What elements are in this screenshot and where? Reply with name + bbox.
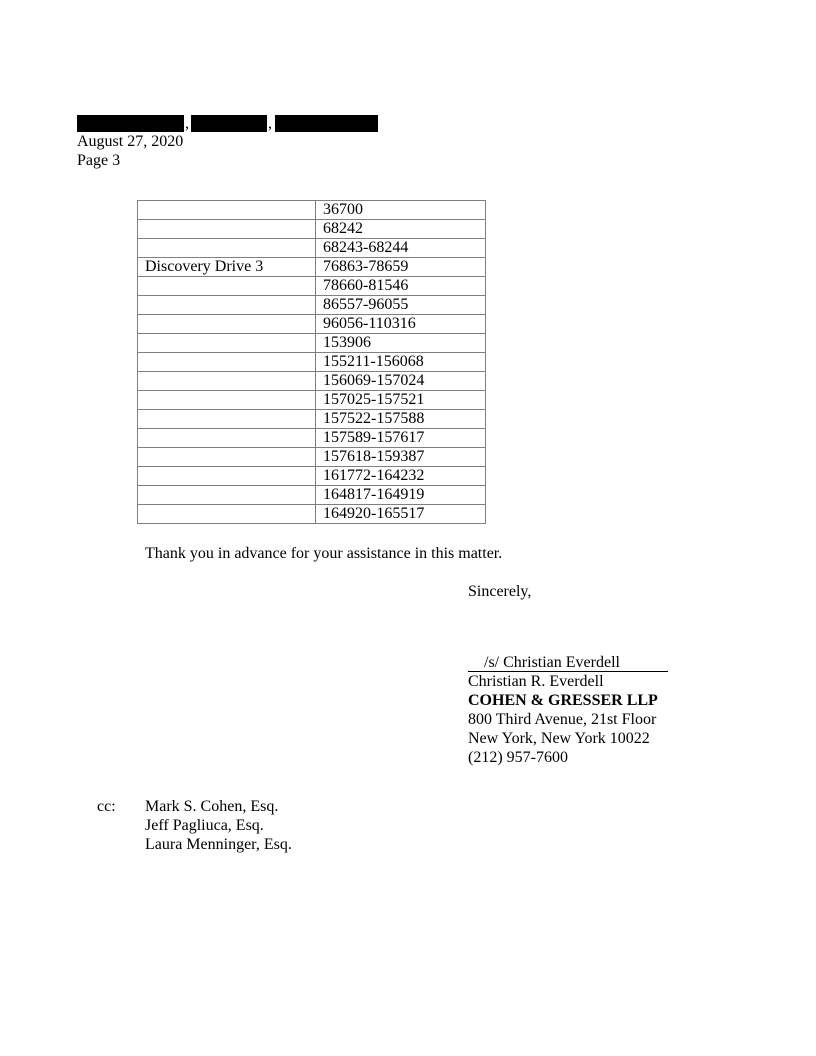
table-row [138, 448, 486, 467]
row-label-cell [138, 486, 316, 505]
table-row [138, 258, 486, 277]
bates-range-cell: 68242 [316, 220, 486, 239]
table-row [138, 353, 486, 372]
row-label-cell [138, 277, 316, 296]
table-row [138, 486, 486, 505]
bates-range-cell: 161772-164232 [316, 467, 486, 486]
signer-name: Christian R. Everdell [468, 673, 604, 690]
bates-range-cell: 164817-164919 [316, 486, 486, 505]
bates-range-cell: 78660-81546 [316, 277, 486, 296]
bates-range-cell: 96056-110316 [316, 315, 486, 334]
cc-recipient: Mark S. Cohen, Esq. [145, 798, 279, 815]
redaction-bar-3 [275, 115, 378, 132]
row-label-cell [138, 353, 316, 372]
row-label-cell [138, 410, 316, 429]
firm-name: COHEN & GRESSER LLP [468, 692, 658, 709]
bates-range-cell: 157522-157588 [316, 410, 486, 429]
table-row [138, 201, 486, 220]
bates-range-cell: 68243-68244 [316, 239, 486, 258]
bates-range-table [137, 200, 486, 524]
firm-phone: (212) 957-7600 [468, 749, 568, 766]
redaction-bar-1 [77, 115, 184, 132]
table-row [138, 429, 486, 448]
page-number: Page 3 [77, 152, 121, 169]
cc-recipient: Laura Menninger, Esq. [145, 836, 292, 853]
bates-range-cell: 157589-157617 [316, 429, 486, 448]
table-row [138, 391, 486, 410]
signature-block [468, 653, 668, 767]
table-row [138, 315, 486, 334]
row-label-cell [138, 315, 316, 334]
cc-recipient: Jeff Pagliuca, Esq. [145, 817, 264, 834]
row-label-cell [138, 296, 316, 315]
bates-range-cell: 36700 [316, 201, 486, 220]
bates-range-cell: 86557-96055 [316, 296, 486, 315]
table-row [138, 296, 486, 315]
row-label-cell [138, 201, 316, 220]
row-label-cell [138, 505, 316, 524]
letter-header [77, 132, 183, 170]
firm-address-line-2: New York, New York 10022 [468, 730, 650, 747]
bates-range-cell: 157618-159387 [316, 448, 486, 467]
closing-salutation: Sincerely, [468, 583, 532, 600]
bates-range-cell: 153906 [316, 334, 486, 353]
table-row [138, 239, 486, 258]
table-row [138, 372, 486, 391]
table-row [138, 410, 486, 429]
table-row [138, 467, 486, 486]
bates-range-cell: 76863-78659 [316, 258, 486, 277]
signature-line: /s/ Christian Everdell [468, 655, 668, 672]
table-row [138, 220, 486, 239]
bates-range-cell: 164920-165517 [316, 505, 486, 524]
table-row [138, 334, 486, 353]
firm-address-line-1: 800 Third Avenue, 21st Floor [468, 711, 657, 728]
thanks-paragraph: Thank you in advance for your assistance in this matter. [145, 545, 503, 562]
bates-range-cell: 156069-157024 [316, 372, 486, 391]
bates-range-table-body [138, 201, 486, 524]
row-label-cell [138, 372, 316, 391]
row-label-cell [138, 391, 316, 410]
bates-range-cell: 157025-157521 [316, 391, 486, 410]
row-label-cell [138, 448, 316, 467]
row-label-cell [138, 429, 316, 448]
cc-label: cc: [97, 798, 116, 815]
header-separator-1: , [185, 115, 189, 132]
cc-recipient-list [145, 797, 292, 854]
row-label-cell [138, 467, 316, 486]
row-label-cell [138, 239, 316, 258]
redaction-bar-2 [191, 115, 267, 132]
row-label-cell [138, 334, 316, 353]
letter-date: August 27, 2020 [77, 133, 184, 150]
row-label-cell [138, 220, 316, 239]
table-row [138, 505, 486, 524]
header-separator-2: , [268, 115, 272, 132]
bates-range-cell: 155211-156068 [316, 353, 486, 372]
row-label-cell: Discovery Drive 3 [138, 258, 316, 277]
table-row [138, 277, 486, 296]
